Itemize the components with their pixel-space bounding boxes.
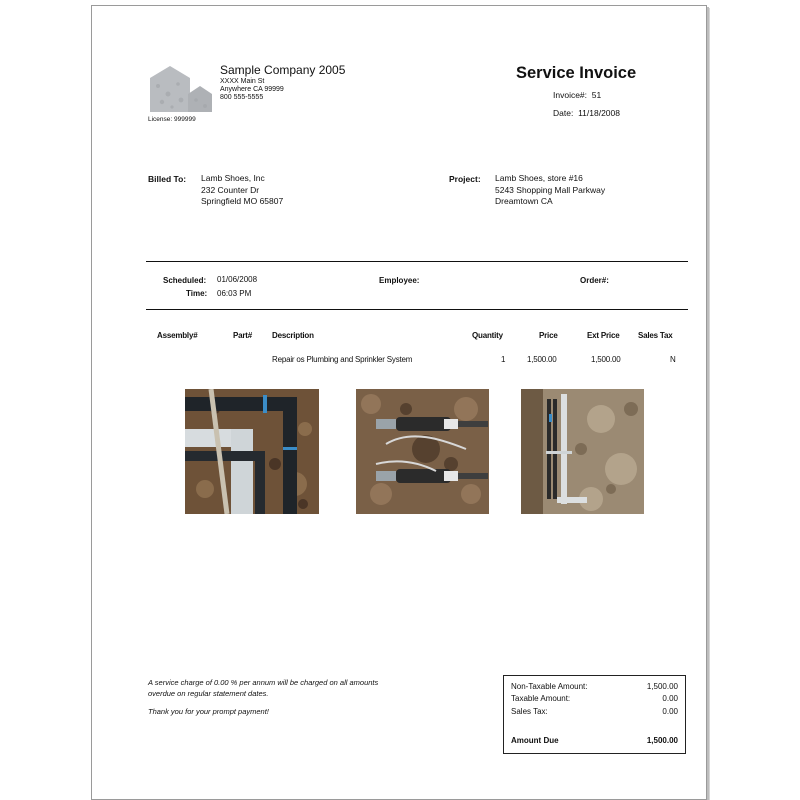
col-description: Description [272,331,314,340]
non-taxable-value: 1,500.00 [646,682,678,691]
company-phone: 800 555-5555 [220,94,264,101]
divider-top [146,261,688,262]
col-part: Part# [233,331,253,340]
billed-to-label: Billed To: [148,174,187,184]
project-line: Lamb Shoes, store #16 [495,173,583,183]
time-value: 06:03 PM [217,289,252,298]
non-taxable-label: Non-Taxable Amount: [511,682,588,691]
job-photo-2 [356,389,489,514]
project-line: Dreamtown CA [495,196,553,206]
invoice-date-label: Date: [553,108,574,118]
license [148,116,196,123]
col-ext-price: Ext Price [587,331,620,340]
employee-label: Employee: [379,276,420,285]
job-photo-1 [185,389,319,514]
invoice-page [91,5,707,800]
invoice-date-value: 11/18/2008 [578,108,620,118]
invoice-number-value: 51 [591,90,602,100]
row-sales-tax: N [670,355,676,364]
company-logo [148,64,214,114]
amount-due-value: 1,500.00 [646,736,678,745]
taxable-label: Taxable Amount: [511,694,571,703]
company-address-line1: XXXX Main St [220,78,265,85]
project-line: 5243 Shopping Mall Parkway [495,184,606,195]
scheduled-label: Scheduled: [163,276,207,285]
sales-tax-label: Sales Tax: [511,707,548,716]
company-address-line2: Anywhere CA 99999 [220,86,284,93]
invoice-number [553,90,601,100]
billed-to-line: 232 Counter Dr [201,184,260,195]
billed-to-address [201,173,283,208]
divider-bottom [146,309,688,310]
col-assembly: Assembly# [157,331,198,340]
license-label: License: [148,116,173,123]
taxable-value: 0.00 [662,694,678,703]
time-label: Time: [186,289,208,298]
project-label: Project: [449,174,481,184]
license-value: 999999 [174,116,196,123]
billed-to-line: Lamb Shoes, Inc [201,173,265,183]
row-ext-price: 1,500.00 [591,355,621,364]
invoice-title: Service Invoice [516,64,637,82]
company-name: Sample Company 2005 [220,63,346,77]
project-address [495,173,605,208]
thank-you-note: Thank you for your prompt payment! [148,707,269,716]
job-photo-3 [521,389,644,514]
col-quantity: Quantity [472,331,503,340]
col-sales-tax: Sales Tax [638,331,673,340]
service-charge-line2: overdue on regular statement dates. [148,689,269,698]
row-price: 1,500.00 [527,355,557,364]
billed-to-line: Springfield MO 65807 [201,196,284,206]
sales-tax-value: 0.00 [662,707,678,716]
scheduled-value: 01/06/2008 [217,275,258,284]
totals-box [503,675,686,754]
invoice-date [553,108,620,118]
service-charge-line1: A service charge of 0.00 % per annum will be charged on all amounts [148,678,379,687]
col-price: Price [539,331,558,340]
row-description: Repair os Plumbing and Sprinkler System [272,355,413,364]
order-label: Order#: [580,276,609,285]
row-quantity: 1 [501,355,506,364]
amount-due-label: Amount Due [511,736,559,745]
invoice-number-label: Invoice#: [553,90,588,100]
